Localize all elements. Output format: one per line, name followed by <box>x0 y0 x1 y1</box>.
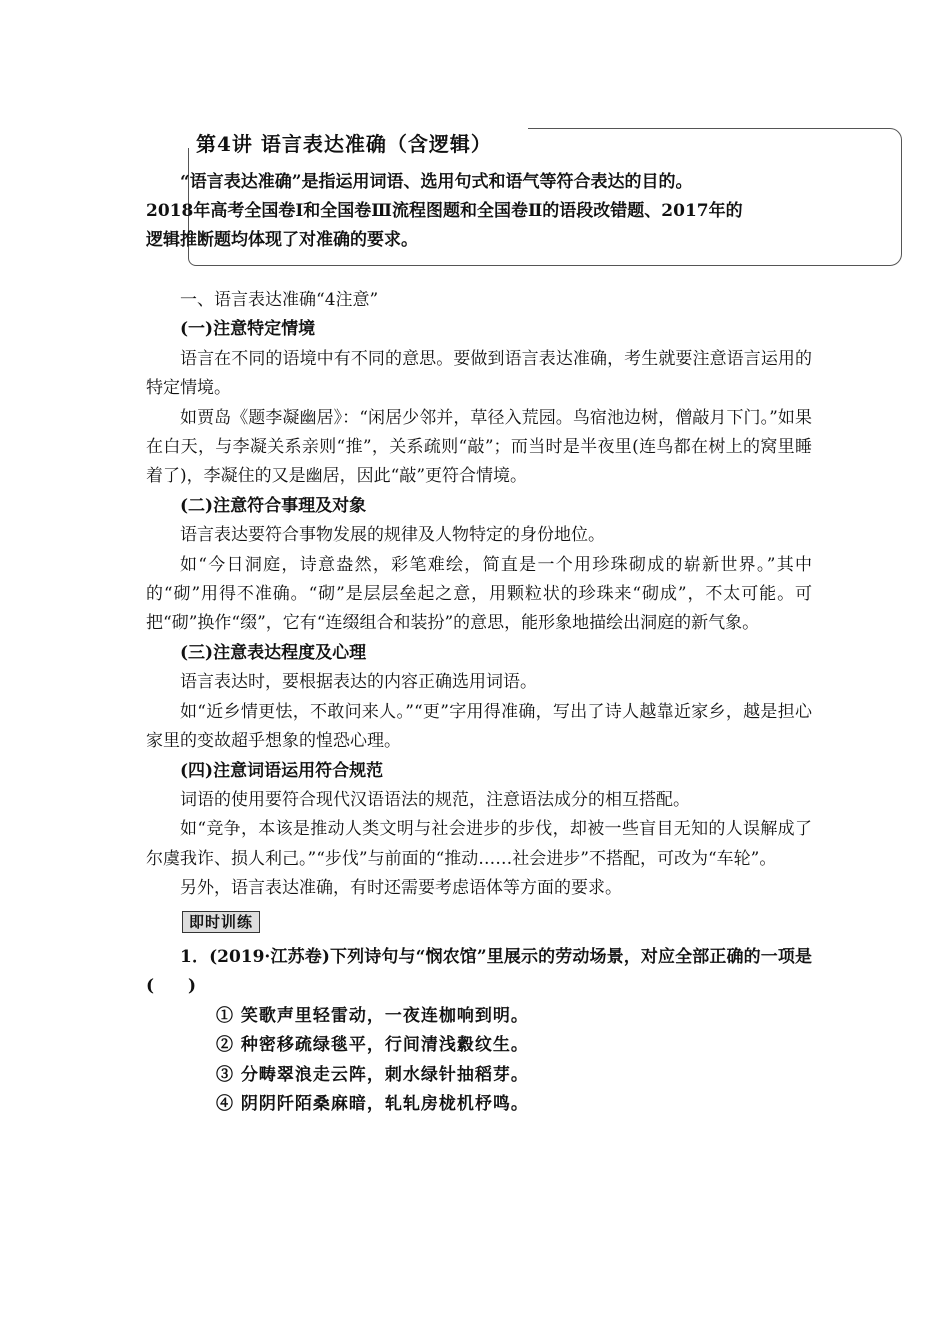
practice-badge: 即时训练 <box>182 911 260 933</box>
intro-line: “语言表达准确”是指运用词语、选用句式和语气等符合表达的目的。 <box>180 172 693 192</box>
paragraph: 另外，语言表达准确，有时还需要考虑语体等方面的要求。 <box>180 878 622 899</box>
option-item: ④ 阴阴阡陌桑麻暗，轧轧房栊机杼鸣。 <box>216 1093 529 1114</box>
option-item: ② 种密移疏绿毯平，行间清浅縠纹生。 <box>216 1035 529 1056</box>
paragraph: 语言在不同的语境中有不同的意思。要做到语言表达准确，考生就要注意语言运用的特定情境。 <box>146 348 812 399</box>
option-item: ① 笑歌声里轻雷动，一夜连枷响到明。 <box>216 1005 529 1026</box>
paragraph: 如“竞争，本该是推动人类文明与社会进步的步伐，却被一些盲目无知的人误解成了尔虞我诈、损人利己。”“步伐”与前面的“推动……社会进步”不搭配，可改为“车轮”。 <box>146 819 812 869</box>
subsection-title: (三)注意表达程度及心理 <box>180 642 367 663</box>
paragraph: 如贾岛《题李凝幽居》：“闲居少邻并，草径入荒园。鸟宿池边树，僧敲月下门。”如果在白天，与李凝关系亲则“推”，关系疏则“敲”；而当时是半夜里(连鸟都在树上的窝里睡着了)，李凝住的又是幽居，因此“敲”更符合情境。 <box>146 407 812 487</box>
paragraph: 如“近乡情更怯，不敢问来人。”“更”字用得准确，写出了诗人越靠近家乡，越是担心家里的变故超乎想象的惶恐心理。 <box>146 701 812 752</box>
section-heading: 一、语言表达准确“4注意” <box>180 290 379 310</box>
document-body <box>146 286 812 1119</box>
subsection-title: (四)注意词语运用符合规范 <box>180 760 384 781</box>
subsection-title: (一)注意特定情境 <box>180 319 316 340</box>
subsection-title: (二)注意符合事理及对象 <box>180 495 367 516</box>
page-title: 第4讲 语言表达准确（含逻辑） <box>196 132 492 156</box>
paragraph: 词语的使用要符合现代汉语语法的规范，注意语法成分的相互搭配。 <box>180 789 690 810</box>
practice-badge-row <box>146 908 812 937</box>
paragraph: 如“今日洞庭，诗意盎然，彩笔难绘，简直是一个用珍珠砌成的崭新世界。”其中的“砌”用得不准确。“砌”是层层垒起之意，用颗粒状的珍珠来“砌成”，不太可能。可把“砌”换作“缀”，它有“连缀组合和装扮”的意思，能形象地描绘出洞庭的新气象。 <box>146 554 812 634</box>
intro-line: 2018年高考全国卷Ⅰ和全国卷Ⅲ流程图题和全国卷Ⅱ的语段改错题、2017年的 <box>146 201 743 221</box>
paragraph: 语言表达要符合事物发展的规律及人物特定的身份地位。 <box>180 525 605 546</box>
question-stem: 1．(2019·江苏卷)下列诗句与“悯农馆”里展示的劳动场景，对应全部正确的一项是( ) <box>146 946 812 997</box>
option-item: ③ 分畴翠浪走云阵，刺水绿针抽稻芽。 <box>216 1064 529 1085</box>
intro-box <box>146 168 816 255</box>
intro-line: 逻辑推断题均体现了对准确的要求。 <box>146 230 418 250</box>
paragraph: 语言表达时，要根据表达的内容正确选用词语。 <box>180 672 537 693</box>
